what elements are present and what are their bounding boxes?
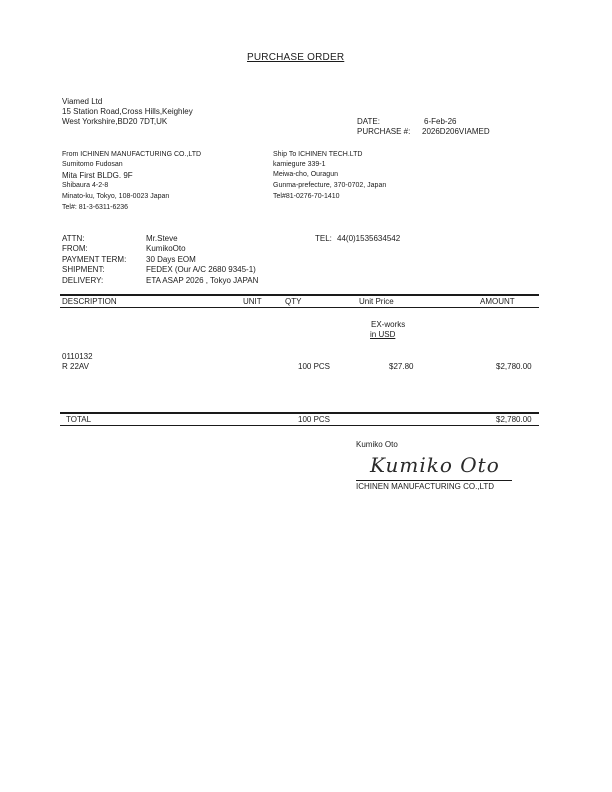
payment-term-value: 30 Days EOM: [146, 255, 196, 264]
tel-label: TEL:: [315, 234, 332, 243]
item-qty: 100 PCS: [298, 362, 331, 371]
price-terms-line1: EX-works: [371, 320, 406, 329]
total-qty: 100 PCS: [298, 415, 331, 424]
buyer-address-line2: West Yorkshire,BD20 7DT,UK: [62, 117, 168, 126]
item-amount: $2,780.00: [496, 362, 532, 371]
date-value: 6-Feb-26: [424, 117, 457, 126]
handwritten-signature: Kumiko Oto: [370, 453, 500, 477]
col-qty: QTY: [285, 297, 302, 306]
col-unit: UNIT: [243, 297, 262, 306]
from-party-line1: From ICHINEN MANUFACTURING CO.,LTD: [62, 151, 202, 158]
buyer-name: Viamed Ltd: [62, 97, 103, 106]
from-label: FROM:: [62, 244, 88, 253]
col-description: DESCRIPTION: [62, 297, 117, 306]
price-terms-line2: in USD: [370, 330, 396, 339]
from-party-line3: Mita First BLDG. 9F: [62, 171, 133, 180]
from-party-line2: Sumitomo Fudosan: [62, 161, 123, 168]
total-label: TOTAL: [66, 415, 92, 424]
page-title: PURCHASE ORDER: [247, 52, 345, 63]
signer-name: Kumiko Oto: [356, 440, 398, 449]
ship-to-line3: Meiwa-cho, Ouragun: [273, 171, 338, 178]
total-amount: $2,780.00: [496, 415, 532, 424]
payment-term-label: PAYMENT TERM:: [62, 255, 127, 264]
ship-to-line5: Tel#81-0276-70-1410: [273, 193, 340, 200]
shipment-value: FEDEX (Our A/C 2680 9345-1): [146, 265, 256, 274]
attn-label: ATTN:: [62, 234, 85, 243]
tel-value: 44(0)1535634542: [337, 234, 401, 243]
table-top-rule: [60, 294, 539, 296]
signer-company: ICHINEN MANUFACTURING CO.,LTD: [356, 482, 495, 491]
table-header-rule: [60, 307, 539, 308]
buyer-address-line1: 15 Station Road,Cross Hills,Keighley: [62, 107, 193, 116]
po-number-value: 2026D206VIAMED: [422, 127, 490, 136]
total-top-rule: [60, 412, 539, 414]
from-party-line6: Tel#: 81-3-6311-6236: [62, 204, 129, 211]
delivery-label: DELIVERY:: [62, 276, 104, 285]
date-label: DATE:: [357, 117, 380, 126]
item-code: 0110132: [62, 352, 93, 361]
item-name: R 22AV: [62, 362, 89, 371]
from-value: KumikoOto: [146, 244, 186, 253]
ship-to-line4: Gunma-prefecture, 370-0702, Japan: [273, 182, 387, 189]
delivery-value: ETA ASAP 2026 , Tokyo JAPAN: [146, 276, 259, 285]
col-unit-price: Unit Price: [359, 297, 394, 306]
from-party-line4: Shibaura 4-2-8: [62, 182, 109, 189]
shipment-label: SHIPMENT:: [62, 265, 105, 274]
signature-rule: [356, 480, 512, 481]
total-bottom-rule: [60, 425, 539, 426]
from-party-line5: Minato-ku, Tokyo, 108-0023 Japan: [62, 193, 170, 200]
item-unit-price: $27.80: [389, 362, 414, 371]
po-number-label: PURCHASE #:: [357, 127, 411, 136]
col-amount: AMOUNT: [480, 297, 515, 306]
ship-to-line1: Ship To ICHINEN TECH.LTD: [273, 151, 363, 158]
ship-to-line2: kamiegure 339-1: [273, 161, 326, 168]
attn-value: Mr.Steve: [146, 234, 178, 243]
